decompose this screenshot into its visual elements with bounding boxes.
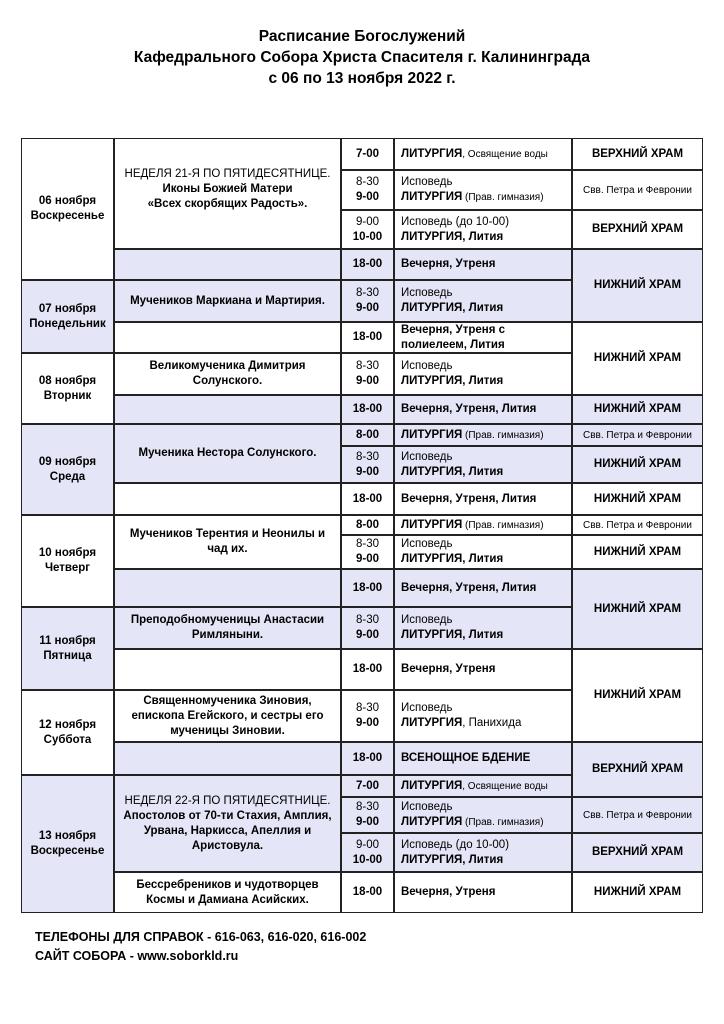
place-text: ВЕРХНИЙ ХРАМ <box>591 223 684 235</box>
service-cell <box>394 535 572 569</box>
service-text: ЛИТУРГИЯ, Лития <box>401 375 504 387</box>
time-cell <box>341 690 394 742</box>
time-cell <box>341 797 394 833</box>
place-cell <box>572 322 703 395</box>
feast-cell <box>114 607 341 649</box>
weekday-label: Понедельник <box>29 317 106 330</box>
date-cell <box>21 353 114 424</box>
time-cell <box>341 872 394 913</box>
time-cell <box>341 775 394 797</box>
place-text: НИЖНИЙ ХРАМ <box>593 279 682 291</box>
place-text: НИЖНИЙ ХРАМ <box>593 492 682 505</box>
feast-cell-empty <box>114 395 341 424</box>
date-label: 13 ноября <box>38 830 97 842</box>
feast-text: Мучеников Терентия и Неонилы и чад их. <box>129 528 326 555</box>
place-text: НИЖНИЙ ХРАМ <box>593 886 682 898</box>
time-text: 18-00 <box>352 403 383 415</box>
feast-text: НЕДЕЛЯ 22-Я ПО ПЯТИДЕСЯТНИЦЕ. <box>124 794 331 807</box>
time-text: 10-00 <box>352 853 383 866</box>
time-text: 18-00 <box>352 581 383 594</box>
place-cell <box>572 395 703 424</box>
time-text: 18-00 <box>352 258 383 270</box>
service-text: Исповедь <box>401 538 453 550</box>
date-cell <box>21 607 114 690</box>
service-cell <box>394 138 572 170</box>
time-cell <box>341 170 394 210</box>
place-text: ВЕРХНИЙ ХРАМ <box>591 846 684 858</box>
place-cell <box>572 569 703 649</box>
feast-cell <box>114 515 341 569</box>
website-line: САЙТ СОБОРА - www.soborkld.ru <box>35 949 239 963</box>
service-text: Исповедь <box>401 614 453 626</box>
time-text: 8-30 <box>355 614 380 626</box>
time-text: 9-00 <box>355 375 380 387</box>
place-cell <box>572 797 703 833</box>
service-text: Вечерня, Утреня с <box>401 323 506 336</box>
service-cell <box>394 249 572 280</box>
time-cell <box>341 483 394 515</box>
feast-cell-empty <box>114 649 341 690</box>
place-cell <box>572 138 703 170</box>
service-cell <box>394 649 572 690</box>
service-text: Исповедь <box>401 702 453 714</box>
feast-text: Бессребреников и чудотворцев Космы и Дамиана Асийских. <box>136 878 319 906</box>
weekday-label: Пятница <box>43 649 92 662</box>
feast-cell <box>114 690 341 742</box>
time-cell <box>341 322 394 353</box>
time-text: 7-00 <box>355 779 380 792</box>
date-cell <box>21 280 114 353</box>
time-cell <box>341 424 394 446</box>
service-text: Вечерня, Утреня, Лития <box>401 581 537 594</box>
service-text: ЛИТУРГИЯ <box>401 717 463 729</box>
date-label: 08 ноября <box>38 374 97 387</box>
service-note: (Прав. гимназия) <box>462 519 544 531</box>
feast-cell-empty <box>114 249 341 280</box>
weekday-label: Воскресенье <box>30 845 105 857</box>
date-label: 07 ноября <box>38 302 97 315</box>
service-text: ЛИТУРГИЯ <box>401 191 463 203</box>
service-text: ЛИТУРГИЯ, Лития <box>401 553 504 565</box>
service-text: Исповедь <box>401 450 453 463</box>
date-cell <box>21 138 114 280</box>
feast-cell-empty <box>114 322 341 353</box>
service-text: ЛИТУРГИЯ <box>401 816 463 828</box>
service-cell <box>394 322 572 353</box>
time-text: 9-00 <box>355 215 380 228</box>
service-cell <box>394 833 572 872</box>
time-cell <box>341 607 394 649</box>
feast-cell <box>114 872 341 913</box>
feast-text: Мученика Нестора Солунского. <box>138 447 317 459</box>
service-text: Исповедь <box>401 360 453 372</box>
service-cell <box>394 170 572 210</box>
service-text: ВСЕНОЩНОЕ БДЕНИЕ <box>401 752 531 764</box>
time-text: 18-00 <box>352 663 383 675</box>
time-cell <box>341 833 394 872</box>
service-cell <box>394 569 572 607</box>
service-cell <box>394 446 572 483</box>
place-cell <box>572 649 703 742</box>
place-text: Свв. Петра и Февронии <box>583 184 692 196</box>
service-text: ЛИТУРГИЯ <box>401 428 463 441</box>
time-text: 18-00 <box>352 492 383 505</box>
place-cell <box>572 515 703 535</box>
service-text: ЛИТУРГИЯ, Лития <box>401 302 504 314</box>
time-cell <box>341 446 394 483</box>
time-text: 10-00 <box>352 230 383 243</box>
feast-cell <box>114 775 341 872</box>
phones-line: ТЕЛЕФОНЫ ДЛЯ СПРАВОК - 616-063, 616-020, 616-002 <box>35 930 367 944</box>
weekday-label: Четверг <box>44 562 91 574</box>
place-cell <box>572 170 703 210</box>
feast-text: НЕДЕЛЯ 21-Я ПО ПЯТИДЕСЯТНИЦЕ. <box>124 168 331 180</box>
feast-text: Апостолов от 70-ти Стахия, Амплия, Урвана, Наркисса, Апеллия и Аристовула. <box>123 809 332 852</box>
service-text: ЛИТУРГИЯ <box>401 518 463 531</box>
date-label: 09 ноября <box>38 455 97 468</box>
feast-cell-empty <box>114 569 341 607</box>
weekday-label: Вторник <box>43 389 92 402</box>
feast-text: Великомученика Димитрия Солунского. <box>149 360 306 387</box>
service-text: Вечерня, Утреня <box>401 663 496 675</box>
title-line-3: с 06 по 13 ноября 2022 г. <box>268 70 456 87</box>
time-text: 8-30 <box>355 801 380 813</box>
date-cell <box>21 690 114 775</box>
time-text: 18-00 <box>352 752 383 764</box>
time-text: 9-00 <box>355 838 380 851</box>
service-text: ЛИТУРГИЯ, Лития <box>401 230 504 243</box>
feast-cell-empty <box>114 483 341 515</box>
service-text: Исповедь <box>401 176 453 188</box>
time-cell <box>341 515 394 535</box>
time-cell <box>341 353 394 395</box>
feast-text: Священномученика Зиновия, епископа Егейского, и сестры его мученицы Зиновии. <box>131 694 324 737</box>
weekday-label: Среда <box>49 470 86 483</box>
time-text: 9-00 <box>355 629 380 641</box>
place-cell <box>572 872 703 913</box>
service-cell <box>394 424 572 446</box>
service-text: Исповедь (до 10-00) <box>401 215 510 228</box>
time-text: 8-00 <box>355 518 380 531</box>
place-text: ВЕРХНИЙ ХРАМ <box>591 147 684 160</box>
time-cell <box>341 210 394 249</box>
place-cell <box>572 535 703 569</box>
time-cell <box>341 395 394 424</box>
place-cell <box>572 446 703 483</box>
time-text: 9-00 <box>355 191 380 203</box>
service-text: ЛИТУРГИЯ, Лития <box>401 629 504 641</box>
date-cell <box>21 775 114 913</box>
place-cell <box>572 483 703 515</box>
service-text: Вечерня, Утреня, Лития <box>401 492 537 505</box>
feast-text: «Всех скорбящих Радость». <box>147 198 308 210</box>
service-note: , Панихида <box>462 717 522 729</box>
time-text: 9-00 <box>355 717 380 729</box>
time-text: 7-00 <box>355 147 380 160</box>
service-cell <box>394 690 572 742</box>
feast-text: Мучеников Маркиана и Мартирия. <box>130 294 325 307</box>
weekday-label: Суббота <box>43 733 92 746</box>
time-text: 18-00 <box>352 331 383 343</box>
time-text: 8-30 <box>355 176 380 188</box>
document-title <box>0 26 724 89</box>
service-cell <box>394 775 572 797</box>
service-text: ЛИТУРГИЯ, Лития <box>401 465 504 478</box>
service-cell <box>394 210 572 249</box>
date-cell <box>21 424 114 515</box>
feast-cell <box>114 138 341 249</box>
service-text: Вечерня, Утреня, Лития <box>401 403 537 415</box>
time-text: 9-00 <box>355 553 380 565</box>
title-line-2: Кафедрального Собора Христа Спасителя г. Калининграда <box>133 49 591 66</box>
service-text: Вечерня, Утреня <box>401 886 496 898</box>
place-cell <box>572 424 703 446</box>
service-cell <box>394 353 572 395</box>
service-cell <box>394 280 572 322</box>
place-cell <box>572 833 703 872</box>
place-text: Свв. Петра и Февронии <box>583 809 692 821</box>
date-cell <box>21 515 114 607</box>
time-text: 9-00 <box>355 465 380 478</box>
service-cell <box>394 797 572 833</box>
feast-text: Преподобномученицы Анастасии Римляныни. <box>130 614 325 641</box>
time-cell <box>341 280 394 322</box>
date-label: 06 ноября <box>38 195 97 207</box>
place-text: НИЖНИЙ ХРАМ <box>593 403 682 415</box>
time-text: 18-00 <box>352 886 383 898</box>
service-cell <box>394 607 572 649</box>
service-text: Вечерня, Утреня <box>401 258 496 270</box>
place-cell <box>572 210 703 249</box>
feast-cell <box>114 280 341 322</box>
feast-cell <box>114 424 341 483</box>
place-text: НИЖНИЙ ХРАМ <box>593 602 682 615</box>
title-line-1: Расписание Богослужений <box>258 28 466 45</box>
service-cell <box>394 483 572 515</box>
place-cell <box>572 742 703 797</box>
time-text: 8-30 <box>355 702 380 714</box>
time-text: 8-30 <box>355 450 380 463</box>
date-label: 10 ноября <box>38 547 97 559</box>
place-text: НИЖНИЙ ХРАМ <box>593 689 682 701</box>
place-text: ВЕРХНИЙ ХРАМ <box>591 763 684 775</box>
service-cell <box>394 395 572 424</box>
feast-cell <box>114 353 341 395</box>
place-text: Свв. Петра и Февронии <box>583 429 692 441</box>
time-cell <box>341 742 394 775</box>
service-cell <box>394 742 572 775</box>
feast-text: Иконы Божией Матери <box>162 183 293 195</box>
footer-contacts <box>35 928 366 966</box>
place-text: НИЖНИЙ ХРАМ <box>593 352 682 364</box>
service-note: , Освящение воды <box>462 780 548 792</box>
time-cell <box>341 649 394 690</box>
place-text: НИЖНИЙ ХРАМ <box>593 545 682 558</box>
service-cell <box>394 515 572 535</box>
date-label: 11 ноября <box>39 634 96 647</box>
service-text: ЛИТУРГИЯ <box>401 779 463 792</box>
service-cell <box>394 872 572 913</box>
feast-cell-empty <box>114 742 341 775</box>
service-text: ЛИТУРГИЯ <box>401 147 463 160</box>
time-cell <box>341 569 394 607</box>
time-text: 9-00 <box>355 816 380 828</box>
service-note: (Прав. гимназия) <box>462 192 544 203</box>
service-text: Исповедь (до 10-00) <box>401 838 510 851</box>
place-text: НИЖНИЙ ХРАМ <box>593 458 682 470</box>
time-text: 8-30 <box>355 287 380 299</box>
time-text: 8-30 <box>355 538 380 550</box>
place-text: Свв. Петра и Февронии <box>583 519 692 531</box>
service-text: Исповедь <box>401 801 453 813</box>
time-text: 9-00 <box>355 302 380 314</box>
time-cell <box>341 249 394 280</box>
service-text: Исповедь <box>401 287 453 299</box>
time-text: 8-00 <box>355 428 380 441</box>
service-text: ЛИТУРГИЯ, Лития <box>401 853 504 866</box>
service-note: (Прав. гимназия) <box>462 429 544 441</box>
place-cell <box>572 249 703 322</box>
service-note: (Прав. гимназия) <box>462 817 544 828</box>
service-text: полиелеем, Лития <box>401 338 505 351</box>
time-cell <box>341 535 394 569</box>
time-text: 8-30 <box>355 360 380 372</box>
weekday-label: Воскресенье <box>30 210 105 222</box>
date-label: 12 ноября <box>38 718 97 731</box>
time-cell <box>341 138 394 170</box>
service-note: , Освящение воды <box>462 148 548 160</box>
